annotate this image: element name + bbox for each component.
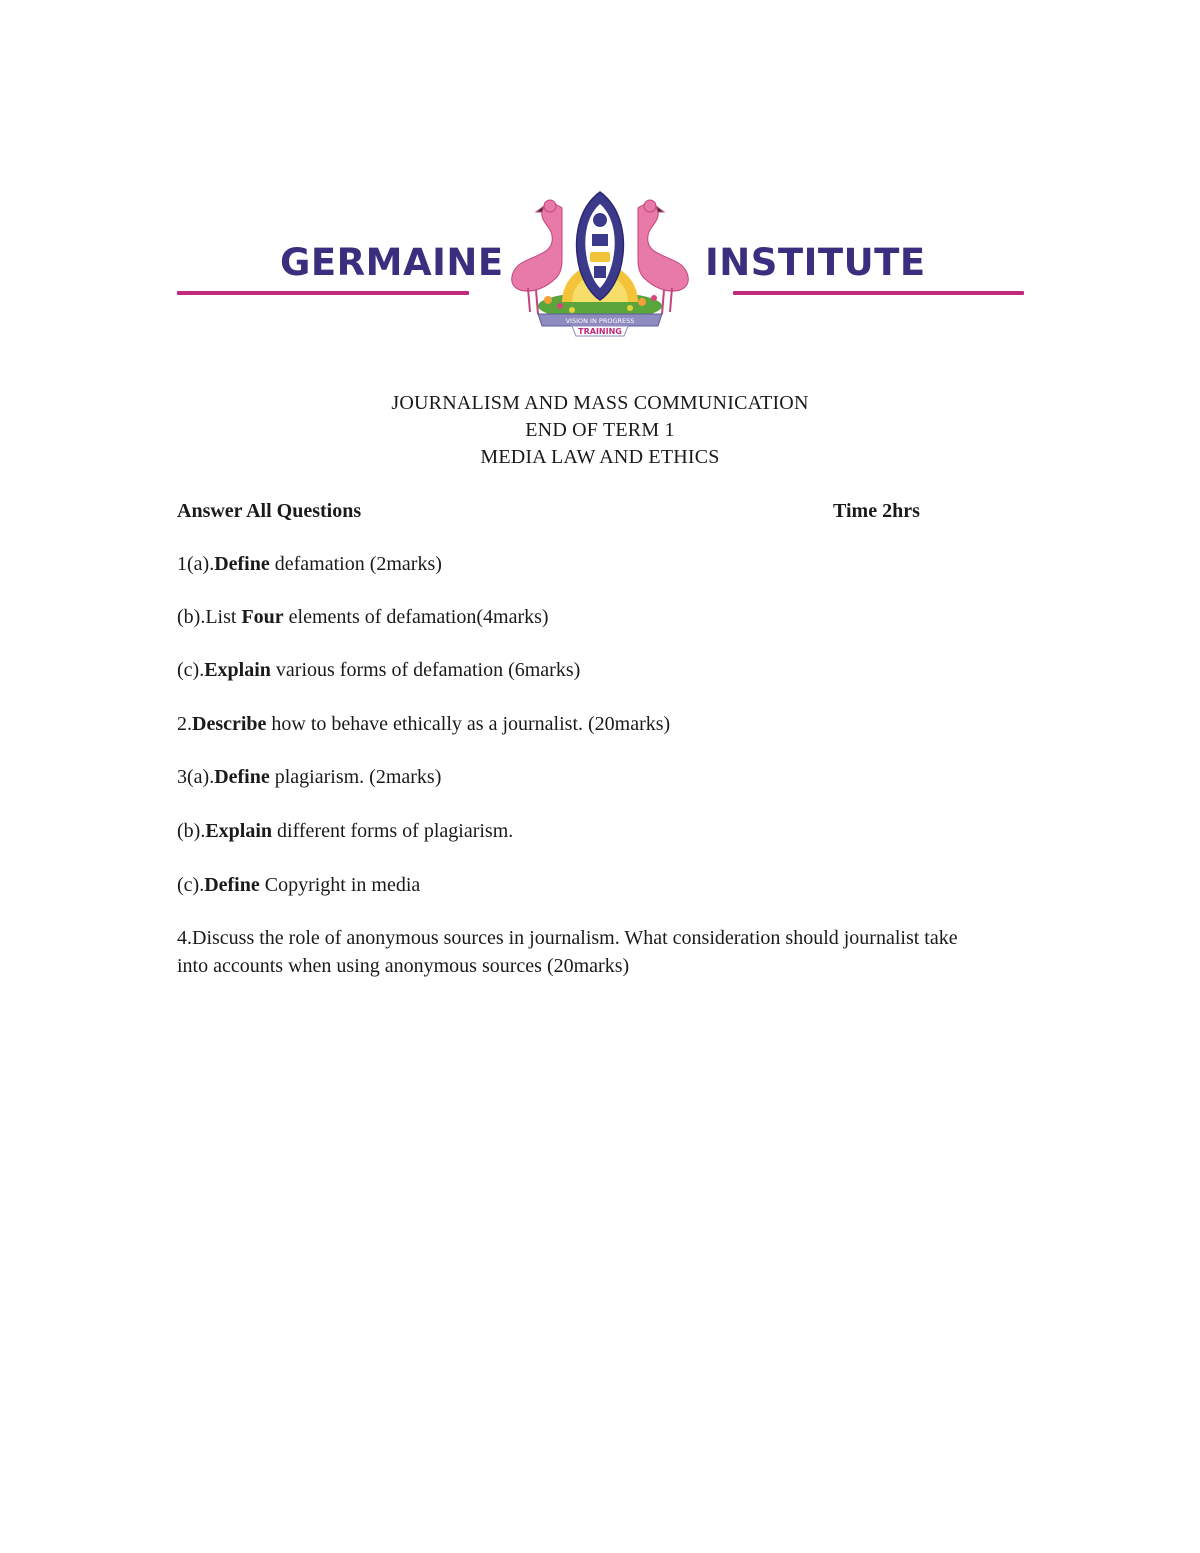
brand-name-right: INSTITUTE xyxy=(705,241,926,284)
term-title: END OF TERM 1 xyxy=(525,419,675,441)
question-text: Copyright in media xyxy=(259,874,421,896)
question-1a xyxy=(177,550,977,578)
question-2 xyxy=(177,710,977,738)
question-3c xyxy=(177,871,977,899)
question-text: different forms of plagiarism. xyxy=(272,820,514,842)
question-text: plagiarism. (2marks) xyxy=(269,766,442,788)
exam-titles xyxy=(0,390,1200,471)
crest-banner xyxy=(538,314,662,336)
subject-title: MEDIA LAW AND ETHICS xyxy=(480,446,720,468)
question-1b xyxy=(177,603,977,631)
question-prefix: 3(a). xyxy=(177,766,215,788)
question-prefix: (c). xyxy=(177,874,205,896)
question-prefix: (b).List xyxy=(177,606,242,628)
question-3a xyxy=(177,763,977,791)
question-prefix: (c). xyxy=(177,659,205,681)
question-1c xyxy=(177,656,977,684)
course-title: JOURNALISM AND MASS COMMUNICATION xyxy=(391,392,809,414)
question-verb: Describe xyxy=(192,713,267,735)
question-prefix: (b). xyxy=(177,820,206,842)
question-text: various forms of defamation (6marks) xyxy=(270,659,581,681)
header-rule-left xyxy=(177,291,469,295)
letterhead xyxy=(0,190,1200,340)
question-text: defamation (2marks) xyxy=(269,553,442,575)
question-3b xyxy=(177,817,977,845)
brand-name-left: GERMAINE xyxy=(280,241,504,284)
time-allowed: Time 2hrs xyxy=(833,500,920,522)
question-prefix: 2. xyxy=(177,713,192,735)
question-text: elements of defamation(4marks) xyxy=(283,606,549,628)
question-text: how to behave ethically as a journalist. (20marks) xyxy=(266,713,671,735)
question-prefix: 1(a). xyxy=(177,553,215,575)
question-verb: Define xyxy=(214,766,270,788)
svg-text:TRAINING: TRAINING xyxy=(578,327,622,336)
question-verb: Define xyxy=(204,874,260,896)
institute-crest-logo xyxy=(502,190,698,338)
question-verb: Explain xyxy=(204,659,271,681)
header-rule-right xyxy=(733,291,1024,295)
instructions-label: Answer All Questions xyxy=(177,500,362,522)
question-verb: Four xyxy=(241,606,284,628)
svg-text:VISION IN PROGRESS: VISION IN PROGRESS xyxy=(565,317,635,325)
question-verb: Explain xyxy=(205,820,273,842)
question-verb: Define xyxy=(214,553,270,575)
question-4: 4.Discuss the role of anonymous sources in journalism. What consideration should journalist take into accounts when using anonymous sources (20marks) xyxy=(177,927,958,977)
